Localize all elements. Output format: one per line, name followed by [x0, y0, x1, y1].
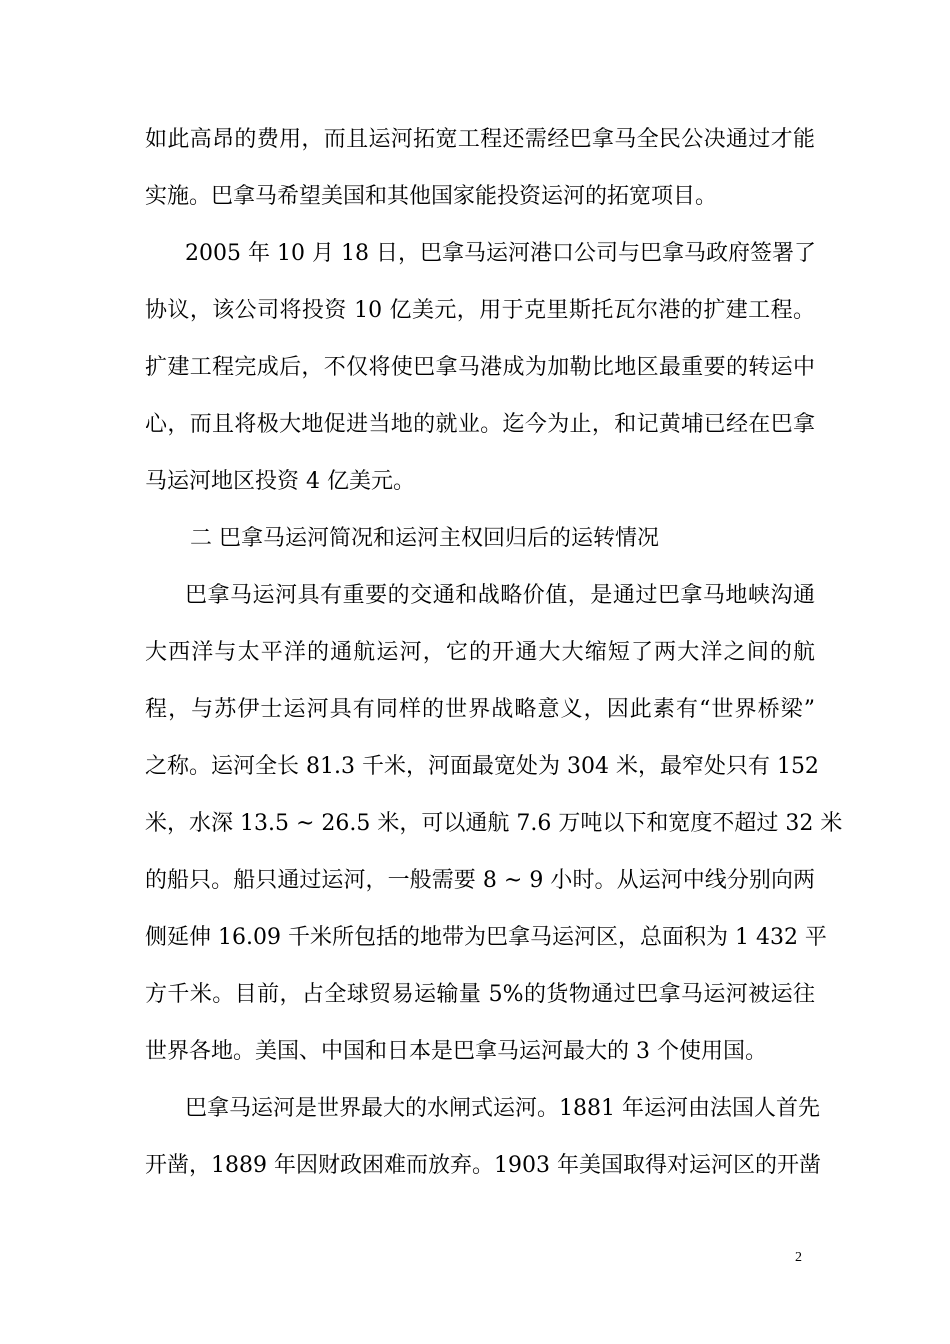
- text-line: 巴拿马运河具有重要的交通和战略价值，是通过巴拿马地峡沟通: [185, 583, 815, 608]
- text-line: 巴拿马运河是世界最大的水闸式运河。1881 年运河由法国人首先: [185, 1096, 820, 1121]
- text-line: 心，而且将极大地促进当地的就业。迄今为止，和记黄埔已经在巴拿: [145, 412, 815, 437]
- text-line: 米，水深 13.5 ~ 26.5 米，可以通航 7.6 万吨以下和宽度不超过 32 米: [145, 811, 843, 836]
- text-line: 大西洋与太平洋的通航运河，它的开通大大缩短了两大洋之间的航: [145, 640, 815, 665]
- text-line: 侧延伸 16.09 千米所包括的地带为巴拿马运河区，总面积为 1 432 平: [145, 925, 827, 950]
- text-line: 实施。巴拿马希望美国和其他国家能投资运河的拓宽项目。: [145, 184, 718, 209]
- text-line: 方千米。目前，占全球贸易运输量 5%的货物通过巴拿马运河被运往: [145, 982, 815, 1007]
- text-line: 之称。运河全长 81.3 千米，河面最宽处为 304 米，最窄处只有 152: [145, 754, 819, 779]
- text-line: 的船只。船只通过运河，一般需要 8 ~ 9 小时。从运河中线分别向两: [145, 868, 815, 893]
- text-line: 2005 年 10 月 18 日，巴拿马运河港口公司与巴拿马政府签署了: [185, 241, 816, 266]
- text-line: 程，与苏伊士运河具有同样的世界战略意义，因此素有“世界桥梁”: [145, 697, 815, 722]
- text-line: 开凿，1889 年因财政困难而放弃。1903 年美国取得对运河区的开凿: [145, 1153, 821, 1178]
- text-line: 如此高昂的费用，而且运河拓宽工程还需经巴拿马全民公决通过才能: [145, 127, 815, 152]
- section-heading: 二 巴拿马运河简况和运河主权回归后的运转情况: [190, 526, 659, 551]
- text-line: 协议，该公司将投资 10 亿美元，用于克里斯托瓦尔港的扩建工程。: [145, 298, 815, 323]
- text-line: 世界各地。美国、中国和日本是巴拿马运河最大的 3 个使用国。: [145, 1039, 767, 1064]
- text-line: 马运河地区投资 4 亿美元。: [145, 469, 415, 494]
- page-number: 2: [795, 1250, 802, 1265]
- text-line: 扩建工程完成后，不仅将使巴拿马港成为加勒比地区最重要的转运中: [145, 355, 815, 380]
